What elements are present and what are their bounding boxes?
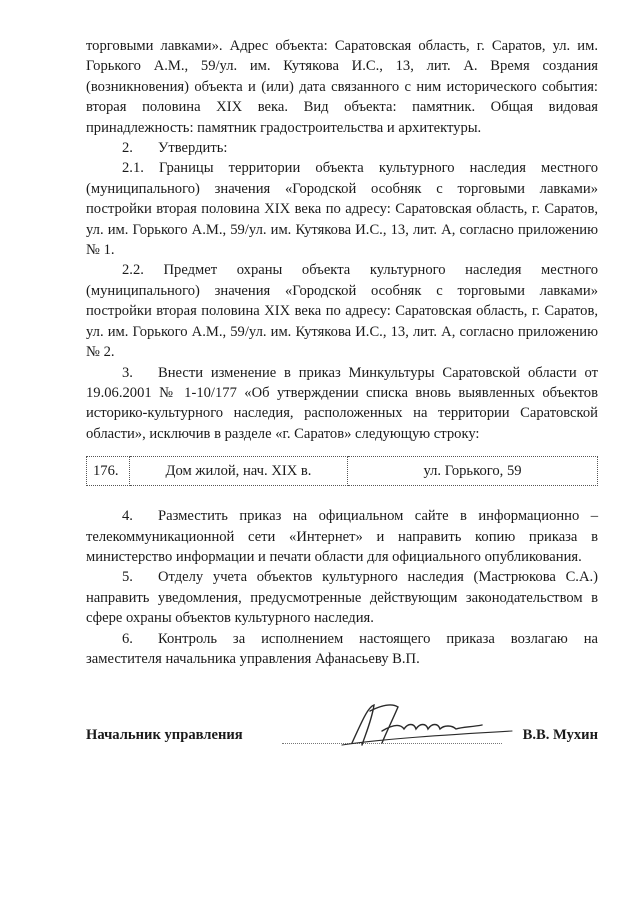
item-text: Контроль за исполнением настоящего приказа возлагаю на заместителя начальника управления Афанасьеву В.П. (86, 630, 598, 667)
paragraph-object-description: торговыми лавками». Адрес объекта: Саратовская область, г. Саратов, ул. им. Горького А.М., 59/ул. им. Кутякова И.С., 13, лит. А. Время создания (возникновения) объекта и (или) дата связанного с ним исторического события: вторая половина XIX века. Вид объекта: памятник. Общая видовая принадлежность: памятник градостроительства и архитектуры. (86, 38, 598, 136)
item-text: Отделу учета объектов культурного наследия (Мастрюкова С.А.) направить уведомления, предусмотренные действующим законодательством в сфере охраны объектов культурного наследия. (86, 569, 598, 627)
excluded-entry-table (86, 456, 598, 486)
item-text: Утвердить: (158, 140, 228, 157)
paragraph-5 (86, 567, 598, 628)
signatory-name: В.В. Мухин (522, 727, 598, 744)
paragraph-3 (86, 363, 598, 445)
table-cell-object: Дом жилой, нач. XIX в. (130, 457, 348, 486)
item-number: 3. (122, 364, 133, 381)
signatory-position: Начальник управления (86, 727, 243, 744)
paragraph-6 (86, 629, 598, 670)
item-number: 2. (122, 140, 133, 157)
paragraph-4 (86, 506, 598, 567)
table-cell-number: 176. (87, 457, 130, 486)
paragraph-2-2: 2.2. Предмет охраны объекта культурного наследия местного (муниципального) значения «Городской особняк с торговыми лавками» постройки вторая половина XIX века по адресу: Саратовская область, г. Саратов, ул. им. Горького А.М., 59/ул. им. Кутякова И.С., 13, лит. А, согласно приложению № 2. (86, 262, 598, 361)
item-number: 6. (122, 630, 133, 647)
item-number: 4. (122, 508, 133, 525)
paragraph-2-1: 2.1. Границы территории объекта культурного наследия местного (муниципального) значения «Городской особняк с торговыми лавками» постройки вторая половина XIX века по адресу: Саратовская область, г. Саратов, ул. им. Горького А.М., 59/ул. им. Кутякова И.С., 13, лит. А, согласно приложению № 1. (86, 160, 598, 259)
item-text: Разместить приказ на официальном сайте в информационно – телекоммуникационной сети «Интернет» и направить копию приказа в министерство информации и печати области для официального опубликования. (86, 508, 598, 565)
table-cell-address: ул. Горького, 59 (348, 457, 598, 486)
item-text: Внести изменение в приказ Минкультуры Саратовской области от 19.06.2001 № 1-10/177 «Об утверждении списка вновь выявленных объектов историко-культурного наследия, расположенных на территории Саратовской области», исключив в разделе «г. Саратов» следующую строку: (86, 364, 598, 442)
signature-block (86, 701, 598, 753)
item-number: 5. (122, 569, 133, 586)
table-row (87, 457, 598, 486)
paragraph-2 (86, 138, 598, 158)
handwritten-signature (322, 701, 522, 751)
